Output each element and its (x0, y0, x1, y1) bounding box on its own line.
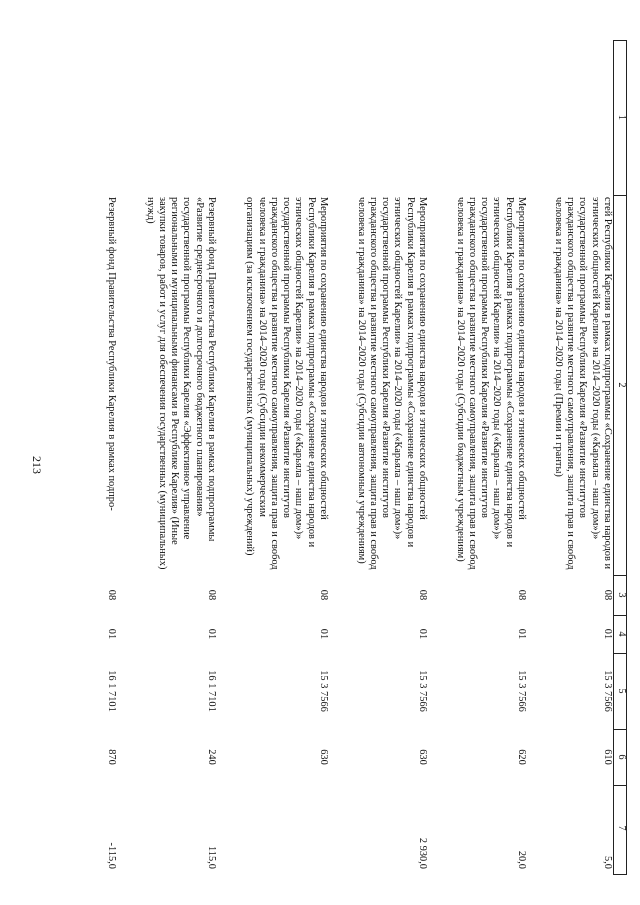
column-divider (614, 785, 627, 786)
header-col-7: 7 (616, 825, 627, 831)
table-row (428, 40, 527, 875)
cell-subsection: 01 (106, 628, 117, 640)
cell-section: 08 (206, 589, 217, 601)
cell-target-article: 16 1 7101 (106, 670, 117, 712)
cell-target-article: 15 3 7566 (602, 670, 613, 712)
cell-description: Мероприятия по сохранению единства народов и этнических общностей Республики Карелия в рамках подпрограммы «Сохранение единства народов и этнических общностей Карелии» на 2014–2020 годы («Карьяла – наш дом»)» государственной программы Республики Карелия «Развитие институтов гражданского общества и развитие местного самоуправления, защита прав и свобод человека и гражданина» на 2014–2020 годы (Субсидии некоммерческим организациям (за исключением государственных (муниципальных) учреждений) (244, 197, 329, 570)
cell-col-1 (329, 40, 428, 195)
cell-subsection: 01 (417, 628, 428, 640)
cell-col-1 (217, 40, 329, 195)
cell-subsection: 01 (318, 628, 329, 640)
cell-amount: 115,0 (206, 846, 217, 869)
cell-amount: 2 930,0 (417, 837, 428, 869)
table-row (103, 40, 117, 875)
cell-section: 08 (318, 589, 329, 601)
header-col-6: 6 (616, 754, 627, 760)
cell-section: 08 (106, 589, 117, 601)
header-col-4: 4 (616, 631, 627, 637)
column-divider (614, 653, 627, 654)
cell-expense-type: 620 (516, 749, 527, 765)
cell-section: 08 (516, 589, 527, 601)
header-col-5: 5 (616, 688, 627, 694)
budget-table (102, 40, 627, 875)
column-divider (614, 195, 627, 196)
cell-amount: -115,0 (106, 842, 117, 869)
column-divider (614, 615, 627, 616)
cell-target-article: 15 3 7566 (318, 670, 329, 712)
cell-expense-type: 610 (602, 749, 613, 765)
cell-subsection: 01 (516, 628, 527, 640)
table-row (217, 40, 329, 875)
table-top-border (626, 40, 627, 875)
cell-description: Мероприятия по сохранению единства народов и этнических общностей Республики Карелия в рамках подпрограммы «Сохранение единства народов и этнических общностей Карелии» на 2014–2020 годы («Карьяла – наш дом»)» государственной программы Республики Карелия «Развитие институтов гражданского общества и развитие местного самоуправления, защита прав и свобод человека и гражданина» на 2014–2020 годы (Субсидии автономным учреждениям) (355, 197, 428, 570)
cell-description: Резервный фонд Правительства Республики Карелия в рамках подпрограммы «Развитие среднесрочного и долгосрочного бюджетного планирования» государственной программы Республики Карелия «Эффективное управление региональными и муниципальными финансами в Республике Карелия» (Иные закупки товаров, работ и услуг для обеспечения государственных (муниципальных) нужд) (144, 197, 217, 570)
cell-description: Мероприятия по сохранению единства народов и этнических общностей Республики Карелия в рамках подпрограммы «Сохранение единства народов и этнических общностей Карелии» на 2014–2020 годы («Карьяла – наш дом»)» государственной программы Республики Карелия «Развитие институтов гражданского общества и развитие местного самоуправления, защита прав и свобод человека и гражданина» на 2014–2020 годы (Субсидии бюджетным учреждениям) (454, 197, 527, 570)
cell-col-1 (527, 40, 613, 195)
cell-expense-type: 240 (206, 749, 217, 765)
cell-amount: 20,0 (516, 850, 527, 869)
header-col-3: 3 (616, 592, 627, 598)
header-col-2: 2 (616, 382, 627, 388)
cell-expense-type: 630 (318, 749, 329, 765)
cell-subsection: 01 (206, 628, 217, 640)
header-col-1: 1 (616, 114, 627, 121)
cell-section: 08 (417, 589, 428, 601)
cell-description: стей Республики Карелия в рамках подпрограммы «Сохранение единства народов и этнических общностей Карелии» на 2014–2020 годы («Карьяла – наш дом»)» государственной программы Республики Карелия «Развитие институтов гражданского общества и развитие местного самоуправления, защита прав и свобод человека и гражданина» на 2014–2020 годы (Премии и гранты) (552, 197, 613, 570)
cell-amount (217, 785, 329, 875)
cell-target-article: 15 3 7566 (516, 670, 527, 712)
header-bottom-border (613, 40, 614, 875)
cell-target-article: 16 1 7101 (206, 670, 217, 712)
cell-expense-type: 630 (417, 749, 428, 765)
cell-col-1 (118, 40, 217, 195)
cell-expense-type: 870 (106, 749, 117, 765)
page-number: 213 (30, 456, 44, 474)
cell-section: 08 (602, 589, 613, 601)
table-row (527, 40, 613, 875)
column-divider (614, 575, 627, 576)
table-row (329, 40, 428, 875)
cell-target-article: 15 3 7566 (417, 670, 428, 712)
table-row (118, 40, 217, 875)
cell-subsection: 01 (602, 628, 613, 640)
column-divider (614, 40, 627, 41)
column-divider (614, 729, 627, 730)
cell-col-1 (428, 40, 527, 195)
cell-description: Резервный фонд Правительства Республики Карелия в рамках подпро- (106, 197, 117, 511)
cell-amount: 5,0 (602, 856, 613, 869)
cell-col-1 (103, 40, 117, 195)
column-divider (614, 874, 627, 875)
